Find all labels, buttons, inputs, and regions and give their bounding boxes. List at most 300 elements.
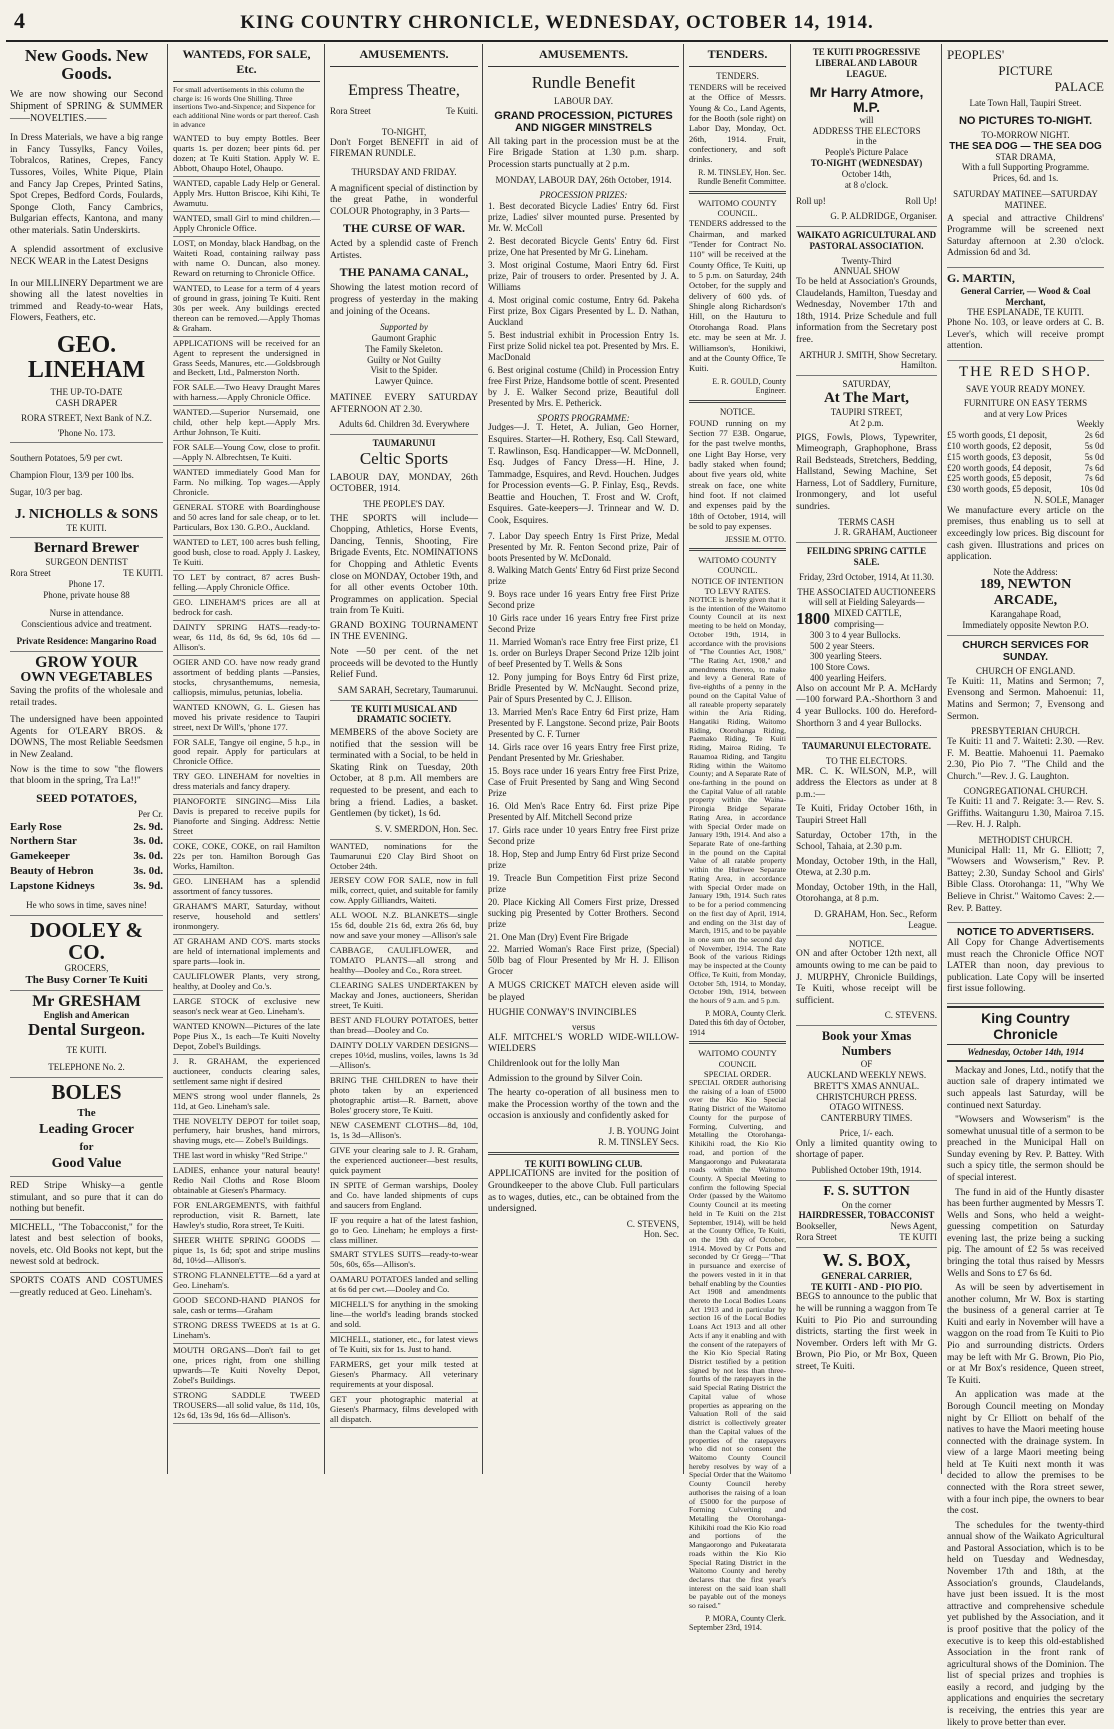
atmore-address: ADDRESS THE ELECTORS [812, 125, 921, 136]
boles-name: BOLES [51, 1079, 122, 1104]
waikato-title: WAIKATO AGRICULTURAL AND PASTORAL ASSOCIATION. [796, 229, 937, 251]
smerdon: S. V. SMERDON, Hon. Sec. [375, 823, 478, 834]
dooley-name: DOOLEY & CO. [30, 917, 143, 964]
classified-ad: LOST, on Monday, black Handbag, on the Waiteti Road, containing railway pass with name O. Duncan, also money. Reward on returning to Chronicle Office. [173, 237, 320, 282]
seed-price: 3s. 0d. [133, 865, 163, 878]
meeting-item: Saturday, October 17th, in the School, Tahaia, at 2.30 p.m. [796, 830, 937, 853]
cricket: A MUGS CRICKET MATCH eleven aside will be played [488, 981, 679, 1003]
classified-ad: AT GRAHAM AND CO'S. marts stocks are held of international implements and spare parts—look in. [173, 935, 320, 970]
musical-body: MEMBERS of the above Society are notified that the session will be terminated with a Social, to be held in Skating Rink on Tuesday, 20th October, at 8 p.m. All members are requested to be present, and each to bring a friend. Ladies, a basket. Gentlemen (by ticket), 1s 6d. [330, 728, 478, 820]
xmas-price: Price, 1/- each. [839, 1127, 894, 1138]
prize-item: 2. Best decorated Bicycle Gents' Entry 6d. First prize, One hat Presented by Mr G. Lineham. [488, 236, 679, 257]
bowling-hon-sec: Hon. Sec. [643, 1229, 679, 1240]
empress-title: Empress Theatre, [348, 82, 460, 99]
brewer-street: Rora Street [10, 567, 51, 578]
sutton-corner: On the corner [841, 1199, 892, 1210]
seed-list [10, 820, 163, 894]
mart-terms: TERMS CASH [838, 516, 895, 527]
rundle-benefit: Rundle Benefit [531, 73, 636, 92]
boles-for: for [79, 1141, 94, 1154]
league-title: TE KUITI PROGRESSIVE LIBERAL AND LABOUR LEAGUE. [812, 47, 921, 79]
cattle-count: 1800 [796, 609, 830, 628]
classified-ad: CABBAGE, CAULIFLOWER, and TOMATO PLANTS—all strong and healthy—Dooley and Co., Rora street. [330, 944, 478, 979]
classified-ad: GOOD SECOND-HAND PIANOS for sale, cash or terms—Graham [173, 1294, 320, 1319]
new-goods-intro: We are now showing our Second Shipment of SPRING & SUMMER ——NOVELTIES.—— [10, 88, 163, 125]
associated: THE ASSOCIATED AUCTIONEERS [797, 586, 936, 597]
notice-advertisers: NOTICE TO ADVERTISERS. [956, 926, 1095, 939]
tomorrow: TO-MORROW NIGHT. [981, 129, 1070, 140]
support-item: Guilty or Not Guilty [367, 354, 441, 365]
waitomo-3: WAITOMO COUNTY COUNCIL [698, 1048, 777, 1069]
no-pictures: NO PICTURES TO-NIGHT. [958, 114, 1093, 127]
electors-title: TO THE ELECTORS. [825, 755, 908, 766]
support-item: Lawyer Quince. [375, 376, 433, 387]
terms-row [947, 441, 1104, 452]
brewer-town: TE KUITI. [123, 567, 163, 578]
prize-item: 6. Best original costume (Child) in Procession Entry free First Prize, Handsome bottle of scent. Presented by J. E. Walker Second prize, Beautiful doll Presented by Mrs. E. Petherick. [488, 364, 679, 408]
seed-name: Early Rose [10, 820, 62, 833]
classified-ad: FOR SALE.—Two Heavy Draught Mares with harness.—Apply Chronicle Office. [173, 381, 320, 406]
matinee-body: A special and attractive Childrens' Programme will be screened next Saturday afternoon at 2.30 o'clock. Admission 6d and 3d. [947, 213, 1104, 259]
lineham-name: GEO. LINEHAM [27, 331, 146, 384]
classified-ad: MICHELL, stationer, etc., for latest views of Te Kuiti, six for 1s. Just to hand. [330, 1333, 478, 1358]
gresham-phone: TELEPHONE No. 2. [48, 1061, 125, 1072]
tenders-header: TENDERS. [689, 44, 786, 67]
waikato-smith: ARTHUR J. SMITH, Show Secretary. Hamilton. [799, 349, 937, 371]
xmas-limited: Only a limited quantity owing to shortage of paper. [796, 1138, 937, 1161]
xmas-of: OF [860, 1059, 873, 1070]
editorial-list [947, 1066, 1104, 1729]
classified-ad: DAINTY SPRING HATS—ready-to-wear, 6s 11d, 8s 6d, 9s 6d, 10s 6d —Allison's. [173, 621, 320, 656]
atmore-name: Mr Harry Atmore, M.P. [809, 84, 924, 116]
weekly-label: Weekly [1076, 419, 1104, 430]
event-item: 13. Married Men's Race Entry 6d First prize, Ham Presented by F. Langstone. Second prize, Pair Boots Presented by C. F. Turner [488, 707, 679, 740]
feilding-title: FEILDING SPRING CATTLE SALE. [806, 546, 927, 568]
karangahape: Karangahape Road, [990, 609, 1061, 620]
lineham-sub2: CASH DRAPER [55, 398, 118, 409]
cattle-desc: MIXED CATTLE, comprising— [834, 608, 902, 629]
publication-item: BRETT'S XMAS ANNUAL. [813, 1080, 920, 1091]
martin-sub: General Carrier, — Wood & Coal Merchant, [960, 285, 1091, 307]
terms-worth: £15 worth goods, £3 deposit, [947, 451, 1052, 462]
church-body: Te Kuiti: 11 and 7. Waiteti: 2.30. —Rev. F. M. Beattie. Mahoenui 11. Paemako 2.30, Pio Pio 7. "The Child and the Church."—Rev. J. G. Laughton. [947, 736, 1104, 782]
xmas-title: Book your Xmas Numbers [821, 1029, 912, 1059]
event-item: 22. Married Woman's Race First prize, (Special) 50lb bag of Flour Presented by Mr H. J. Ellison Grocer [488, 944, 679, 977]
prizes-title: PROCESSION PRIZES: [539, 190, 628, 201]
prize-list [488, 201, 679, 408]
dgraham: D. GRAHAM, Hon. Sec., Reform League. [814, 909, 937, 930]
column-3 [326, 44, 483, 1474]
empress-prices: Adults 6d. Children 3d. Everywhere [338, 419, 470, 430]
event-item: 17. Girls race under 10 years Entry free First prize Second prize [488, 824, 679, 846]
box-carrier: GENERAL CARRIER, [821, 1270, 912, 1281]
classified-ad: GIVE your clearing sale to J. R. Graham, the experienced auctioneer—best results, quick payment [330, 1144, 478, 1179]
editorial-paragraph: As will be seen by advertisement in another column, Mr W. Box is starting the business of a general carrier at Te Kuiti and early in November will have a waggon on the road from Te Kuiti to Pio Pio and surrounding districts. Orders may be left with Mr G. Brown, Pio Pio, or at Mr Box's residence, Queen street, Te Kuiti. [947, 1283, 1104, 1386]
boles-leading: Leading Grocer [38, 1121, 134, 1137]
sutton-rora: Rora Street [796, 1232, 837, 1243]
palace-prices: Prices, 6d. and 1s. [992, 173, 1059, 184]
empress-magnificent: A magnificent special of distinction by the great Pathe, in wonderful COLOUR Photography, in 3 Parts— [330, 183, 478, 217]
classified-ad: TO LET by contract, 87 acres Bush-felling.—Apply Chronicle Office. [173, 571, 320, 596]
seed-row [10, 849, 163, 864]
support-list [330, 333, 478, 387]
classified-ad: SHEER WHITE SPRING GOODS —pique 1s, 1s 6d; spot and stripe muslins 8d, 10½d—Allison's. [173, 1234, 320, 1269]
sugar-price: Sugar, 10/3 per bag. [10, 487, 83, 498]
church-name: CHURCH OF ENGLAND. [975, 666, 1076, 677]
classified-ad: CAULIFLOWER Plants, very strong, healthy, at Dooley and Co.'s. [173, 970, 320, 995]
special-dated: September 23rd, 1914. [689, 1623, 762, 1633]
classified-ad: ALL WOOL N.Z. BLANKETS—single 15s 6d, double 21s 6d, extra 26s 6d, buy now and save your money —Allison's sale [330, 909, 478, 944]
masthead-title: KING COUNTRY CHRONICLE, WEDNESDAY, OCTOBER 14, 1914. [240, 12, 874, 33]
classified-ad: STRONG FLANNELETTE—6d a yard at Geo. Lineham's. [173, 1269, 320, 1294]
picture-label: PICTURE [998, 63, 1053, 78]
hearty: The hearty co-operation of all business men to make the Procession worthy of the town and the occasion is anxiously and confidently asked for [488, 1088, 679, 1122]
publication-item: AUCKLAND WEEKLY NEWS. [806, 1069, 927, 1080]
terms-worth: £20 worth goods, £4 deposit, [947, 462, 1052, 473]
terms-weekly: 7s 6d [1084, 462, 1104, 473]
celtic-date: LABOUR DAY, MONDAY, 26th OCTOBER, 1914. [330, 472, 478, 495]
column-5 [685, 44, 791, 1633]
terms-worth: £5 worth goods, £1 deposit, [947, 430, 1047, 441]
terms-weekly: 10s 0d [1080, 484, 1104, 495]
seed-unit: Per Cr. [137, 808, 163, 819]
grow-title-1: GROW YOUR [35, 653, 138, 671]
church-name: PRESBYTERIAN CHURCH. [970, 726, 1080, 737]
classified-ad: GENERAL STORE with Boardinghouse and 50 acres land for sale cheap, or to let. Particulars, Box 130. G.P.O., Auckland. [173, 501, 320, 536]
sea-dog: THE SEA DOG — THE SEA DOG [949, 140, 1102, 152]
classified-ad: GET your photographic material at Giesen's Pharmacy, films developed with all dispatch. [330, 1393, 478, 1428]
empress-benefit: Don't Forget BENEFIT in aid of FIREMAN RUNDLE. [330, 137, 478, 160]
arcade: 189, NEWTON ARCADE, [979, 577, 1072, 609]
tenders-sub: TENDERS. [716, 71, 759, 81]
seed-name: Lapstone Kidneys [10, 879, 95, 892]
new-goods-title: New Goods. New Goods. [24, 46, 149, 83]
classified-ad: GRAHAM'S MART, Saturday, without reserve, household and settlers' ironmongery. [173, 900, 320, 935]
masthead [6, 6, 1108, 42]
classified-ad: THE last word in whisky "Red Stripe." [173, 1149, 320, 1164]
supporting: With a full Supporting Programme. [961, 162, 1090, 173]
classified-ad: FOR ENLARGEMENTS, with faithful reproduction, visit R. Barnett, late Hawley's studio, Rora street, Te Kuiti. [173, 1199, 320, 1234]
empress-tonight: TO-NIGHT, [381, 126, 427, 137]
support-item: Visit to the Spider. [370, 365, 438, 376]
sutton-town: TE KUITI [899, 1232, 937, 1243]
cattle-line: 400 yearling Heifers. [810, 672, 887, 683]
manufacture: We manufacture every article on the premises, thus enabling us to sell at exceedingly low prices. Big discount for cash given. Illustrations and prices on application. [947, 505, 1104, 563]
red-shop: THE RED SHOP. [958, 364, 1093, 381]
sports-title: SPORTS PROGRAMME: [537, 412, 630, 423]
lineham-address: RORA STREET, Next Bank of N.Z. [21, 412, 152, 423]
dooley-sub: GROCERS, [64, 962, 109, 973]
nicholls-town: TE KUITI. [66, 522, 107, 533]
event-item: 12. Pony jumping for Boys Entry 6d First prize, Bridle Presented by W. McNaught. Second prize, Pair of Spurs Presented by C. J. Ellison. [488, 672, 679, 705]
classified-ad: OGIER AND CO. have now ready grand assortment of bedding plants —Pansies, stocks, chrysanthemums, nemesia, calliopsis, mimulus, petunias, lobelia. [173, 656, 320, 701]
publication-item: OTAGO WITNESS. [829, 1102, 904, 1113]
classified-ad: NEW CASEMENT CLOTHS—8d, 10d, 1s, 1s 3d—Allison's. [330, 1119, 478, 1144]
grow-agents: The undersigned have been appointed Agents for O'LEARY BROS. & DOWNS, The most Reliable Seedsmen in New Zealand. [10, 715, 163, 761]
special-mora: P. MORA, County Clerk. [705, 1613, 786, 1623]
classified-ad: WANTED.—Superior Nursemaid, one child, other help kept.—Apply Mrs. Arthur Johnson, Te Kuiti. [173, 406, 320, 441]
procession-body: All taking part in the procession must be at the Fire Brigade Station at 1.30 p.m. sharp. Procession starts punctually at 2 p.m. [488, 136, 679, 170]
panama-canal: THE PANAMA CANAL, [339, 265, 469, 280]
classified-ad: APPLICATIONS will be received for an Agent to represent the undersigned in Grass Seeds, Manures, etc.—Goldsbrough and Beckett, Ltd., Palmerston North. [173, 337, 320, 382]
event-item: 18. Hop, Step and Jump Entry 6d First prize Second prize [488, 848, 679, 870]
tender-booth-sig: R. M. TINSLEY, Hon. Sec. Rundle Benefit Committee. [697, 167, 786, 187]
michell: MICHELL, "The Tobacconist," for the latest and best selection of books, novels, etc. Old Books not kept, but the newest sold at bedrock. [10, 1222, 163, 1268]
classified-ad: WANTED, to Lease for a term of 4 years of ground in grass, joining Te Kuiti. Rent 30s per week. Any buildings erected thereon can be removed.—Apply Thomas & Graham. [173, 282, 320, 337]
seed-name: Northern Star [10, 835, 77, 848]
tender-booth: TENDERS will be received at the Office of Messrs. Young & Co., Land Agents, for the Booth (sole right) on Labor Day, Monday, Oct. 26th, 1914. Fruit, confectionery, and soft drinks. [689, 81, 786, 165]
support-item: Gaumont Graphic [371, 332, 437, 343]
editorial-paragraph: The fund in aid of the Huntly disaster has been further augmented by Messrs T. Wells and Sons, who held a weight-guessing competition on Saturday evening last, the prize being a sucking pig. The amount of £2 5s was received bringing the total thus raised by Messrs Wells and Sons to £7 6s 6d. [947, 1187, 1104, 1279]
sports-coats: SPORTS COATS AND COSTUMES —greatly reduced at Geo. Lineham's. [10, 1276, 163, 1298]
editorial-paragraph: The schedules for the twenty-third annual show of the Waikato Agricultural and Pastoral Association, which is to be held on Tuesday and Wednesday, November 17th and 18th, at the Association's grounds, Claudelands, have just been issued. It is the most attractive and comprehensive schedule yet published by the Association, and it is proof positive that the policy of the executive is to keep this old-established Association in the front rank of agricultural shows of the Dominion. The list of special prizes and trophies is easily a record, and judging by the applications and enquiries the secretary is receiving, the entries this year are likely to prove better than ever. [947, 1520, 1104, 1728]
terms-row [947, 430, 1104, 441]
found-body: FOUND running on my Section 77 E3B. Ongarue, for the past twelve months, one Light Bay Horse, very badly staked when found; about five years old, white streak on face, one white hind foot. If not claimed and expenses paid by the 18th of October, 1914, will be sold to pay expenses. [689, 417, 786, 532]
cattle-line: 500 2 year Steers. [810, 640, 875, 651]
notice-murphy-title: NOTICE. [848, 938, 885, 949]
aldridge: G. P. ALDRIDGE, Organiser. [830, 211, 937, 222]
amusements-header-1: AMUSEMENTS. [330, 44, 478, 67]
prize-item: 5. Best industrial exhibit in Procession Entry 1s. First prize Solid nickel tea pot. Presented by Mrs. E. MacDonald [488, 329, 679, 362]
waikato-annual: ANNUAL SHOW [833, 266, 900, 277]
event-item: 20. Place Kicking All Comers First prize, Dressed sucking pig Presented by Cotter Brothers. Second prize [488, 896, 679, 929]
palace-hall: Late Town Hall, Taupiri Street. [969, 98, 1082, 108]
curse-sub: Acted by a splendid caste of French Artistes. [330, 239, 478, 261]
martin-name: G. MARTIN, [947, 270, 1015, 285]
seed-row [10, 820, 163, 835]
church-name: METHODIST CHURCH. [978, 834, 1073, 845]
classified-ad: MEN'S strong wool under flannels, 2s 11d, at Geo. Lineham's sale. [173, 1090, 320, 1115]
sutton-name: F. S. SUTTON [823, 1183, 910, 1199]
bowling-stevens: C. STEVENS, [626, 1218, 679, 1229]
brewer-title: SURGEON DENTIST [45, 557, 128, 568]
waitomo-2: WAITOMO COUNTY COUNCIL. [698, 555, 777, 576]
editorial-paragraph: Mackay and Jones, Ltd., notify that the auction sale of drapery intimated we such appeals last Saturday, will be continued next Saturday. [947, 1065, 1104, 1111]
nicholls-name: J. NICHOLLS & SONS [14, 506, 159, 522]
celtic-note: Note —50 per cent. of the net proceeds will be devoted to the Huntly Relief Fund. [330, 647, 478, 681]
cattle-line: 300 yearling Steers. [810, 651, 882, 662]
classified-ad: DAINTY DOLLY VARDEN DESIGNS—crepes 10½d, muslins, voiles, lawns 1s 3d—Allison's. [330, 1039, 478, 1074]
classified-ad: WANTED, capable Lady Help or General. Apply Mrs. Hutton Briscoe, Kihi Kihi, Te Awamutu. [173, 177, 320, 212]
empress-town: Te Kuiti. [446, 106, 478, 116]
dooley-corner: The Busy Corner Te Kuiti [25, 973, 148, 986]
classified-ad: CLEARING SALES UNDERTAKEN by Mackay and Jones, auctioneers, Sheridan street, Te Kuiti. [330, 979, 478, 1014]
special-order: SPECIAL ORDER. [703, 1068, 772, 1079]
event-item: 11. Married Woman's race Entry free First prize, £1 1s. order on Burleys Draper Second Prize 12lb joint of beef Presented by T. Wells & Sons [488, 637, 679, 670]
terms-row [947, 484, 1104, 495]
box-name: W. S. BOX, [822, 1249, 911, 1270]
brewer-nurse: Nurse in attendance. [49, 608, 124, 619]
terms-row [947, 463, 1104, 474]
meeting-item: Monday, October 19th, in the Hall, Otorohanga, at 8 p.m. [796, 882, 937, 905]
classified-ad: WANTED, small Girl to mind children.—Apply Chronicle Office. [173, 212, 320, 237]
red-stripe: RED Stripe Whisky—a gentle stimulant, and so pure that it can do nothing but benefit. [10, 1180, 163, 1215]
terms-worth: £25 worth goods, £5 deposit, [947, 473, 1052, 484]
classified-ad: FOR SALE, Tangye oil engine, 5 h.p., in good repair. Apply for particulars at Chronicle Office. [173, 736, 320, 771]
event-item: 15. Boys race under 16 years Entry free First Prize, Case of Fruit Presented by Sang and Wing Second Prize [488, 765, 679, 798]
sam-sarah: SAM SARAH, Secretary, Taumarunui. [337, 684, 478, 695]
sutton-bookseller: Bookseller, [796, 1221, 837, 1232]
brewer-advice: Conscientious advice and treatment. [21, 619, 152, 630]
support-item: The Family Skeleton. [365, 343, 443, 354]
atmore-in-the: in the [856, 136, 877, 147]
church-body: Municipal Hall: 11, Mr G. Elliott; 7, "Wowsers and Wowserism," Rev. P. Battey; 2.30, Sunday School and Girls' Bible Class. Otorohanga: 11, "Why We Believe in Christ." Waitomo Caves: 2.—Rev. P. Battey. [947, 845, 1104, 914]
classified-ad: STRONG SADDLE TWEED TROUSERS—all solid value, 8s 11d, 10s, 12s 6d, 13s 9d, 16s 6d—Allison's. [173, 1389, 320, 1424]
classified-ad: WANTED to buy empty Bottles. Beer quarts 1s. per dozen; beer pints 6d. per dozen; at Te Kuiti Station. Apply W. E. Abbott, Ohaupo Hotel, Ohaupo. [173, 132, 320, 177]
classified-ad: FARMERS, get your milk tested at Giesen's Pharmacy. All veterinary requirements at your disposal. [330, 1358, 478, 1393]
versus: versus [572, 1022, 595, 1033]
prize-item: 3. Most original Costume, Maori Entry 6d. First prize, Pair of trousers to order. Presented by J. A. Williams [488, 259, 679, 292]
taumarunui: TAUMARUNUI [372, 437, 436, 448]
saturday-matinee: SATURDAY MATINEE—SATURDAY MATINEE. [953, 188, 1098, 210]
admission: Admission to the ground by Silver Coin. [488, 1073, 643, 1084]
gould: E. R. GOULD, County Engineer. [712, 376, 786, 396]
terms-row [947, 452, 1104, 463]
sutton-hairdresser: HAIRDRESSER, TOBACCONIST [798, 1210, 935, 1221]
classified-ad: LARGE STOCK of exclusive new season's neck wear at Geo. Lineham's. [173, 995, 320, 1020]
event-list [488, 531, 679, 978]
will-sell: will sell at Fielding Saleyards— [808, 597, 925, 608]
wilson: MR. C. K. WILSON, M.P., will address the Electors as under at 8 p.m.:— [796, 766, 937, 800]
atmore-time: at 8 o'clock. [844, 179, 889, 190]
classified-ad: JERSEY COW FOR SALE, now in full milk, correct, quiet, and suitable for family cow. Apply Gilliandrs, Waiteti. [330, 874, 478, 909]
classified-ad: GEO. LINEHAM has a splendid assortment of fancy tussores. [173, 875, 320, 900]
lineham-phone: 'Phone No. 173. [57, 427, 116, 438]
terms-weekly: 2s 6d [1084, 430, 1104, 441]
notice-murphy-body: ON and after October 12th next, all amounts owing to me can be paid to J. MURPHY, Chronicle Buildings, Te Kuiti, whose receipt will be sufficient. [796, 949, 937, 1006]
atmore-venue: People's Picture Palace [824, 147, 909, 158]
column-2 [169, 44, 325, 1474]
editorial-paragraph: "Wowsers and Wowserism" is the somewhat unusual title of a sermon to be preached in the Municipal Hall on Sunday evening by Rev. P. Battey. With such a spicy title, the sermon should be of special interest. [947, 1115, 1104, 1183]
event-item: 8. Walking Match Gents' Entry 6d First prize Second prize [488, 565, 679, 587]
xmas-published: Published October 19th, 1914. [811, 1164, 922, 1175]
classified-ad: IN SPITE of German warships, Dooley and Co. have landed shipments of cups and saucers from England. [330, 1179, 478, 1214]
meeting-item: Te Kuiti, Friday October 16th, in Taupiri Street Hall [796, 804, 937, 826]
mchardy: Also on account Mr P. A. McHardy—100 forward P.A.-Shorthorn 3 and 4 year Bullocks. 100 do. Hereford-Shorthorn 3 and 4 year Bullocks. [796, 683, 937, 729]
classified-ad: LADIES, enhance your natural beauty! Redio Nail Cloths and Rose Bloom obtainable at Giesen's Pharmacy. [173, 1164, 320, 1199]
classified-ad: MOUTH ORGANS—Don't fail to get one, prices right, from one shilling upwards—Te Kuiti Novelty Depot, Zobel's Buildings. [173, 1344, 320, 1389]
conway: HUGHIE CONWAY'S INVINCIBLES [488, 1007, 637, 1018]
classified-ad: SMART STYLES SUITS—ready-to-wear 50s, 60s, 65s—Allison's. [330, 1248, 478, 1273]
supported-by: Supported by [380, 322, 428, 333]
classified-ad: MICHELL'S for anything in the smoking line—the world's leading brands stocked and sold. [330, 1298, 478, 1333]
seed-motto: He who sows in time, saves nine! [26, 899, 147, 910]
seed-price: 2s. 9d. [133, 820, 163, 833]
sutton-news: News Agent, [890, 1221, 937, 1232]
event-item: 16. Old Men's Race Entry 6d. First prize Pipe Presented by Alf. Mitchell Second prize [488, 800, 679, 822]
terms-weekly: 5s 0d [1084, 451, 1104, 462]
pub-list [796, 1070, 937, 1124]
seed-price: 3s. 0d. [133, 835, 163, 848]
roll-up-2: Roll Up! [905, 196, 937, 207]
column-1 [6, 44, 168, 1474]
levy-title: NOTICE OF INTENTION TO LEVY RATES. [691, 575, 784, 596]
terms-weekly: 5s 0d [1084, 441, 1104, 451]
event-item: 7. Labor Day speech Entry 1s First Prize, Medal Presented by Mr. R. Fenton Second prize, Pair of boots Presented by W. McDonald. [488, 530, 679, 563]
classified-ad: J. R. GRAHAM, the experienced auctioneer, conducts clearing sales, settlement same night if desired [173, 1055, 320, 1090]
church-body: Te Kuiti: 11 and 7. Reigate: 3.— Rev. S. Griffiths. Waitanguru 1.30, Mairoa 7.15.—Rev. H. J. Ralph. [947, 797, 1104, 831]
meeting-list [796, 804, 937, 906]
church-title: CHURCH SERVICES FOR SUNDAY. [962, 639, 1089, 664]
gresham-sub: English and American [43, 1010, 130, 1021]
classified-ad: WANTED KNOWN—Pictures of the late Pope Pius X., 1s each—Te Kuiti Novelty Depot, Zobel's Buildings. [173, 1020, 320, 1055]
young-signature: J. B. YOUNG Joint [608, 1125, 679, 1136]
bowling-title: TE KUITI BOWLING CLUB. [524, 1158, 643, 1169]
column-4 [484, 44, 684, 1474]
mitchel: ALF. MITCHEL'S WORLD WIDE-WILLOW-WIELDERS [488, 1032, 679, 1055]
atmore-date: October 14th, [841, 168, 892, 179]
waikato-twenty: Twenty-Third [841, 255, 892, 266]
seed-row [10, 864, 163, 879]
brewer-residence: Private Residence: Mangarino Road [16, 635, 157, 646]
judges: Judges—J. T. Hetet, A. Julian, Geo Horner, Esquires. Starter—H. Rothery, Esq. Call Steward, T. Rawlinson, Esq. Handicapper—W. McDonnell, Esq. Judges of Fancy Dress—H. Hine, J. Tammadge, Esquires, and Revd. Houchen. Judges for Procession events—G. P. Finlay, Esq., Revds. Beattie and Houchen, T. Frost and W. Croft, Esquires. Gate-keepers—J. Trinnear and W. D. Cook, Esquires. [488, 423, 679, 526]
classified-ad: TRY GEO. LINEHAM for novelties in dress materials and fancy drapery. [173, 770, 320, 795]
classified-ad: THE NOVELTY DEPOT for toilet soap, perfumery, hair brushes, hand mirrors, shaving mugs, etc— Zobel's Buildings. [173, 1115, 320, 1150]
waikato-body: To be held at Association's Grounds, Claudelands, Hamilton, Tuesday and Wednesday, November 17th and 18th, 1914. Prize Schedule and full information from the Secretary post free. [796, 277, 937, 346]
grow-title-2: OWN VEGETABLES [20, 670, 153, 686]
celtic-body: THE SPORTS will include—Chopping, Athletics, Horse Events, Dancing, Tennis, Shooting, Fire Brigade Events, Etc. NOMINATIONS for Chopping and Athletic Events close on MONDAY, October 19th, and for all other events October 10th. Programmes on application. Special train from Te Kuiti. [330, 513, 478, 617]
cattle-line: 300 3 to 4 year Bullocks. [810, 629, 901, 640]
seed-name: Gamekeeper [10, 850, 70, 863]
classified-ad: WANTED to LET, 100 acres bush felling, good bush, close to road. Apply J. Laskey, Te Kuiti. [173, 536, 320, 571]
gresham-name: Mr GRESHAM [32, 992, 141, 1010]
classified-ad: PIANOFORTE SINGING—Miss Lila Davis is prepared to receive pupils for Pianoforte and Singing. Address: Nettie Street [173, 795, 320, 840]
lineham-sub1: THE UP-TO-DATE [50, 387, 123, 398]
notice-cstevens: C. STEVENS. [884, 1010, 937, 1021]
brewer-house-phone: Phone, private house 88 [43, 589, 130, 600]
neckwear: A splendid assortment of exclusive NECK WEAR in the Latest Designs [10, 245, 163, 268]
feilding-date: Friday, 23rd October, 1914, At 11.30. [799, 571, 934, 582]
classified-ad: WANTED KNOWN, G. L. Giesen has moved his private residence to Taupiri street, next Dr Will's, 'phone 177. [173, 701, 320, 736]
classified-ad: BRING THE CHILDREN to have their photo taken by an experienced photographic artist—R. Barnett, above Boles' grocery store, Te Kuiti. [330, 1074, 478, 1119]
mart-time: At 2 p.m. [849, 417, 884, 428]
gresham-title: Dental Surgeon. [27, 1020, 146, 1040]
atmore-tonight: TO-NIGHT (WEDNESDAY) [810, 157, 923, 168]
classified-ad: OAMARU POTATOES landed and selling at 6s 6d per cwt.—Dooley and Co. [330, 1273, 478, 1298]
amusements-header-2: AMUSEMENTS. [488, 44, 679, 67]
potatoes-price: Southern Potatoes, 5/9 per cwt. [10, 453, 123, 464]
cattle-list [796, 630, 937, 684]
classified-ad: WANTED, nominations for the Taumarunui £20 Clay Bird Shoot on October 24th. [330, 840, 478, 875]
terms-weekly: 7s 6d [1084, 473, 1104, 484]
classified-ad: GEO. LINEHAM'S prices are all at bedrock for cash. [173, 596, 320, 621]
publication-item: CANTERBURY TIMES. [820, 1113, 913, 1124]
procession-title: GRAND PROCESSION, PICTURES AND NIGGER MINSTRELS [494, 109, 673, 134]
church-list [947, 666, 1104, 915]
column-7 [943, 44, 1108, 1728]
procession-date: MONDAY, LABOUR DAY, 26th October, 1914. [495, 174, 672, 185]
brewer-name: Bernard Brewer [33, 540, 140, 557]
event-item: 9. Boys race under 16 years Entry free First Prize Second prize [488, 589, 679, 611]
wanteds-header: WANTEDS, FOR SALE, Etc. [173, 44, 320, 82]
seed-title: SEED POTATOES, [36, 790, 137, 805]
terms-worth: £10 worth goods, £2 deposit, [947, 441, 1052, 451]
note-address: Note the Address: [993, 566, 1058, 577]
publication-item: CHRISTCHURCH PRESS. [816, 1091, 917, 1102]
mart-saturday: SATURDAY, [842, 379, 891, 390]
classified-ad: FOR SALE—Young Cow, close to profit.—Apply N. Albrechtsen, Te Kuiti. [173, 441, 320, 466]
mart-graham: J. R. GRAHAM, Auctioneer [834, 527, 937, 538]
newspaper-page [6, 6, 1108, 1728]
seed-row [10, 879, 163, 894]
low-prices: and at very Low Prices [984, 408, 1067, 419]
cattle-line: 100 Store Cows. [810, 662, 870, 673]
newton-po: Immediately opposite Newton P.O. [962, 620, 1089, 631]
prize-item: 1. Best decorated Bicycle Ladies' Entry 6d. First prize, Ladies' silver mounted purse. Presented by Mr. W. McColl [488, 201, 679, 234]
rundle-labour: LABOUR DAY. [553, 96, 613, 106]
seed-row [10, 834, 163, 849]
mart-title: At The Mart, [823, 389, 910, 406]
